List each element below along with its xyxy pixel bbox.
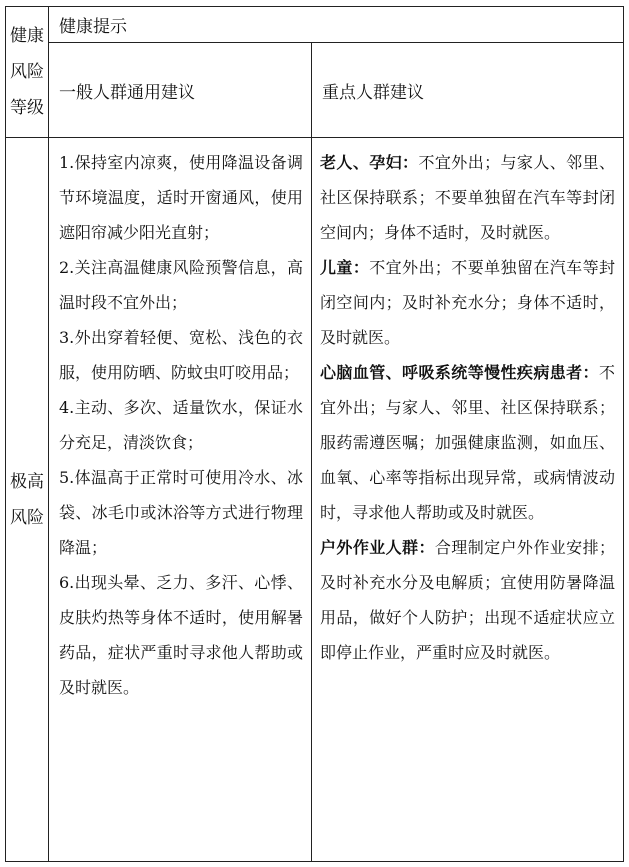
health-tips-header: 健康提示 bbox=[49, 7, 624, 43]
general-advice-item: 5.体温高于正常时可使用冷水、冰袋、冰毛巾或沐浴等方式进行物理降温； bbox=[59, 468, 303, 557]
key-group-text: 不宜外出；不要单独留在汽车等封闭空间内；及时补充水分；身体不适时，及时就医。 bbox=[320, 258, 615, 347]
general-advice-item: 4.主动、多次、适量饮水，保证水分充足，清淡饮食； bbox=[59, 398, 303, 452]
key-group-text: 不宜外出；与家人、邻里、社区保持联系；服药需遵医嘱；加强健康监测，如血压、血氧、心率等指标出现异常，或病情波动时，寻求他人帮助或及时就医。 bbox=[320, 363, 615, 522]
risk-level-cell bbox=[6, 138, 49, 862]
general-advice-item: 6.出现头晕、乏力、多汗、心悸、皮肤灼热等身体不适时，使用解暑药品，症状严重时寻求他人帮助或及时就医。 bbox=[59, 573, 303, 697]
key-group-text: 不宜外出；与家人、邻里、社区保持联系；不要单独留在汽车等封闭空间内；身体不适时，及时就医。 bbox=[320, 153, 615, 242]
key-group-advice-header: 重点人群建议 bbox=[312, 43, 624, 138]
header-row-sub bbox=[6, 43, 624, 138]
key-group-name: 儿童： bbox=[320, 258, 370, 277]
header-row-top bbox=[6, 7, 624, 43]
health-risk-table bbox=[5, 6, 624, 862]
risk-level-line: 极高 bbox=[10, 471, 44, 492]
key-group-advice bbox=[320, 355, 615, 530]
risk-level-header-line: 健康 bbox=[10, 26, 44, 46]
general-advice-cell bbox=[49, 138, 312, 862]
risk-row-extreme bbox=[6, 138, 624, 862]
general-advice-header: 一般人群通用建议 bbox=[49, 43, 312, 138]
key-group-name: 户外作业人群： bbox=[320, 538, 435, 557]
general-advice-item: 3.外出穿着轻便、宽松、浅色的衣服，使用防晒、防蚊虫叮咬用品； bbox=[59, 328, 303, 382]
key-group-advice-cell bbox=[312, 138, 624, 862]
key-group-advice bbox=[320, 250, 615, 355]
key-group-advice bbox=[320, 530, 615, 670]
risk-level-header-line: 风险 bbox=[10, 62, 44, 82]
general-advice-item: 1.保持室内凉爽，使用降温设备调节环境温度，适时开窗通风，使用遮阳帘减少阳光直射； bbox=[59, 153, 303, 242]
key-group-advice bbox=[320, 145, 615, 250]
key-group-text: 合理制定户外作业安排；及时补充水分及电解质；宜使用防暑降温用品，做好个人防护；出现不适症状应立即停止作业，严重时应及时就医。 bbox=[320, 538, 615, 662]
risk-level-line: 风险 bbox=[10, 507, 44, 528]
risk-level-header bbox=[6, 7, 49, 138]
general-advice-item: 2.关注高温健康风险预警信息，高温时段不宜外出； bbox=[59, 258, 303, 312]
risk-level-header-line: 等级 bbox=[10, 98, 44, 118]
key-group-name: 老人、孕妇： bbox=[320, 153, 419, 172]
key-group-name: 心脑血管、呼吸系统等慢性疾病患者： bbox=[320, 363, 599, 382]
